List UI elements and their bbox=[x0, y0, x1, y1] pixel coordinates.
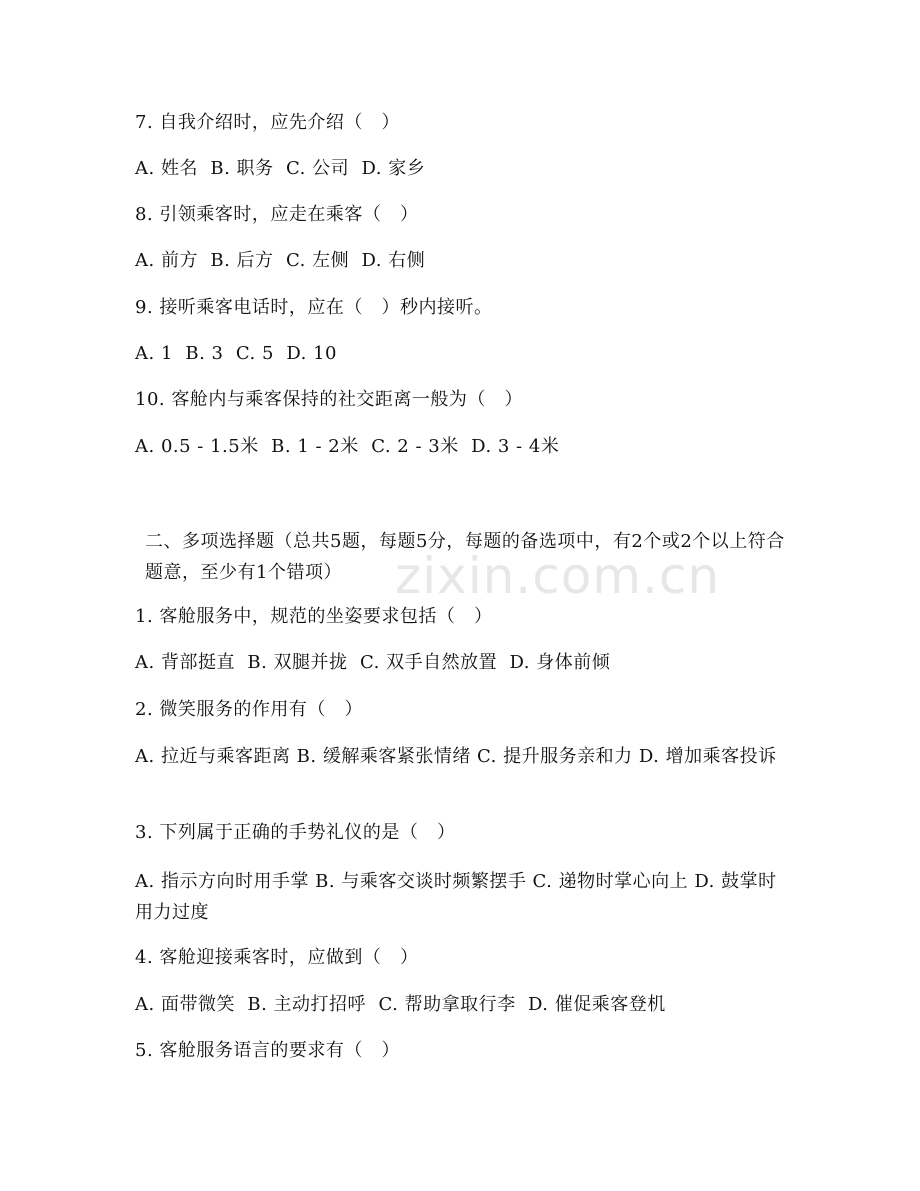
question-8-stem: 8. 引领乘客时，应走在乘客（ ） bbox=[135, 204, 419, 225]
mc-question-4-stem: 4. 客舱迎接乘客时，应做到（ ） bbox=[135, 947, 419, 968]
question-10-options: A. 0.5 - 1.5米 B. 1 - 2米 C. 2 - 3米 D. 3 - 4米 bbox=[135, 436, 560, 457]
question-9-stem: 9. 接听乘客电话时，应在（ ）秒内接听。 bbox=[135, 297, 493, 318]
question-7-options: A. 姓名 B. 职务 C. 公司 D. 家乡 bbox=[135, 158, 426, 179]
question-7-stem: 7. 自我介绍时，应先介绍（ ） bbox=[135, 112, 401, 133]
mc-question-3-options: A. 指示方向时用手掌 B. 与乘客交谈时频繁摆手 C. 递物时掌心向上 D. 鼓掌时用力过度 bbox=[135, 871, 777, 923]
mc-question-2-options: A. 拉近与乘客距离 B. 缓解乘客紧张情绪 C. 提升服务亲和力 D. 增加乘客投诉 bbox=[135, 746, 777, 767]
question-9-options: A. 1 B. 3 C. 5 D. 10 bbox=[135, 343, 338, 364]
mc-question-5-stem: 5. 客舱服务语言的要求有（ ） bbox=[135, 1040, 401, 1061]
mc-question-2-stem: 2. 微笑服务的作用有（ ） bbox=[135, 699, 364, 720]
watermark-text: zixin.com.cn bbox=[395, 547, 721, 605]
mc-question-4-options: A. 面带微笑 B. 主动打招呼 C. 帮助拿取行李 D. 催促乘客登机 bbox=[135, 994, 666, 1015]
mc-question-1-stem: 1. 客舱服务中，规范的坐姿要求包括（ ） bbox=[135, 606, 493, 627]
mc-question-3-stem: 3. 下列属于正确的手势礼仪的是（ ） bbox=[135, 822, 456, 843]
question-8-options: A. 前方 B. 后方 C. 左侧 D. 右侧 bbox=[135, 250, 426, 271]
mc-question-1-options: A. 背部挺直 B. 双腿并拢 C. 双手自然放置 D. 身体前倾 bbox=[135, 652, 611, 673]
question-10-stem: 10. 客舱内与乘客保持的社交距离一般为（ ） bbox=[135, 389, 524, 410]
section-heading-multiple-choice: 二、多项选择题（总共5题，每题5分，每题的备选项中，有2个或2个以上符合题意，至少有1个错项） bbox=[145, 531, 785, 583]
